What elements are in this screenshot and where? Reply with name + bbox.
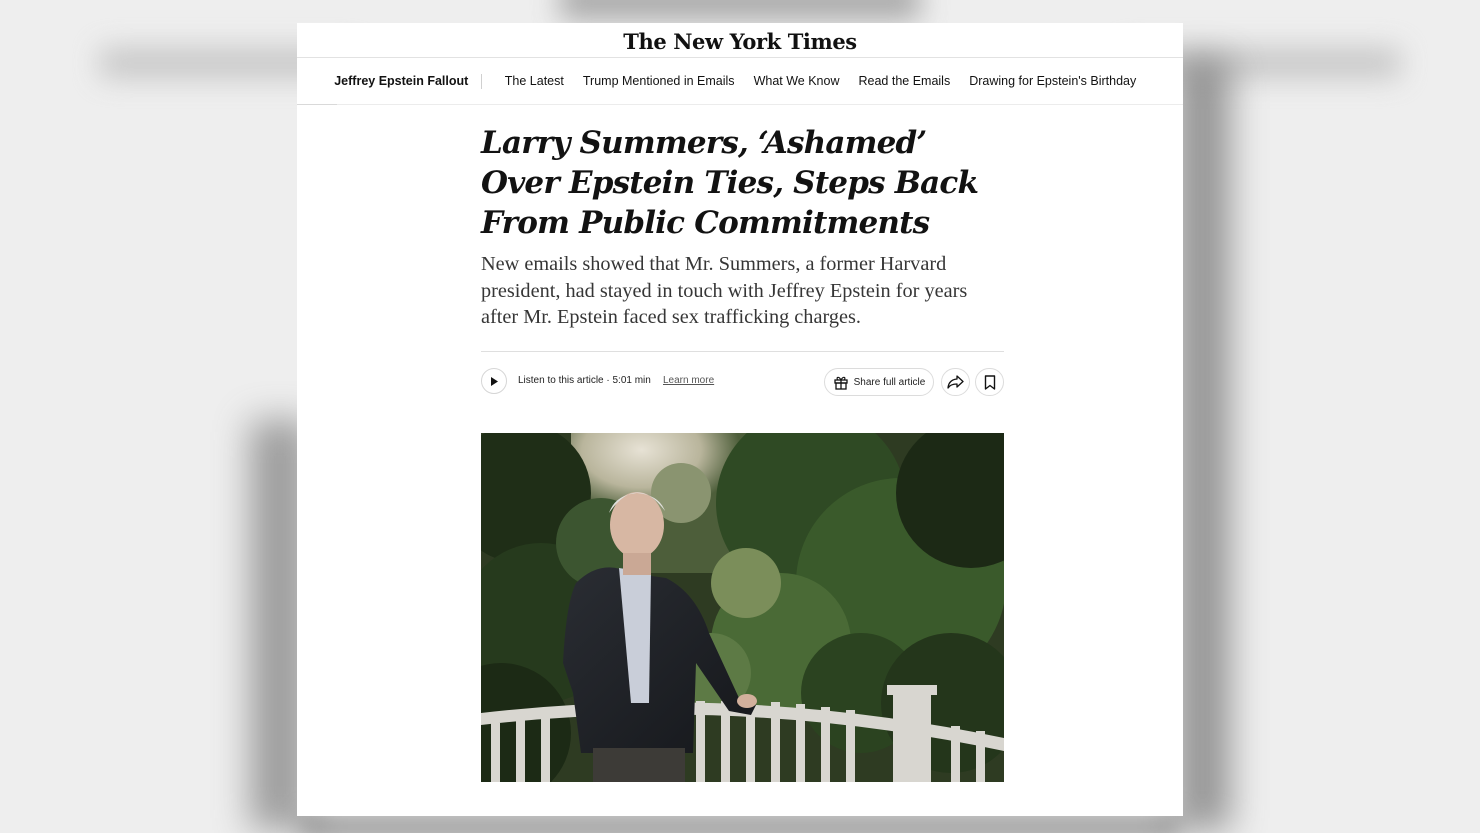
subnav-section-title[interactable]: Jeffrey Epstein Fallout [334,74,482,89]
play-icon [489,376,499,387]
subnav-link-latest[interactable]: The Latest [504,74,564,88]
gift-icon [833,374,849,390]
subnav-divider [297,104,337,105]
section-subnav [297,58,1183,105]
nyt-logo[interactable]: The New York Times [623,28,857,54]
masthead [297,23,1183,58]
save-bookmark-button[interactable] [975,368,1004,396]
subnav-link-trump-emails[interactable]: Trump Mentioned in Emails [582,74,735,88]
listen-label: Listen to this article · 5:01 min [518,375,651,386]
article-toolbar [481,368,1004,398]
share-label: Share full article [853,376,926,388]
article-page [297,23,1183,816]
lead-photo [481,433,1004,782]
backdrop-dark-right [1175,60,1230,830]
headline: Larry Summers, ‘Ashamed’ Over Epstein Ties, Steps Back From Public Commitments [481,125,979,241]
play-audio-button[interactable] [481,368,507,394]
share-full-article-button[interactable] [824,368,934,396]
subnav-link-birthday-drawing[interactable]: Drawing for Epstein's Birthday [969,74,1137,88]
backdrop-shadow-top [560,0,920,20]
share-forward-button[interactable] [941,368,970,396]
learn-more-link[interactable]: Learn more [663,375,715,386]
share-forward-icon [947,375,964,389]
article-header [481,123,1004,388]
subnav-link-read-emails[interactable]: Read the Emails [858,74,951,88]
subnav-link-what-we-know[interactable]: What We Know [753,74,840,88]
bookmark-icon [984,375,996,390]
article-summary: New emails showed that Mr. Summers, a former Harvard president, had stayed in touch with Jeffrey Epstein for years after Mr. Epstein faced sex trafficking charges. [481,253,968,328]
divider [481,351,1004,352]
lead-photo-image [481,433,1004,782]
